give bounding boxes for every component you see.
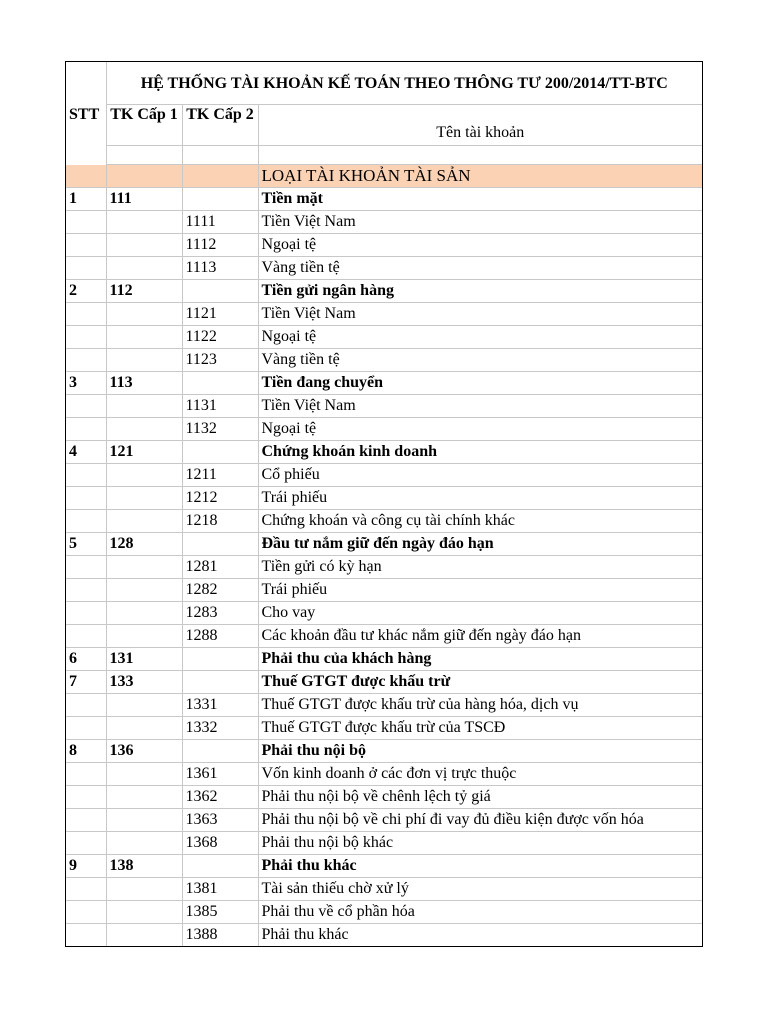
cell-name: Đầu tư nắm giữ đến ngày đáo hạn [258,532,702,555]
table-row [66,302,702,325]
cell-name: Tiền Việt Nam [258,302,702,325]
cell-tk2: 1368 [182,831,258,854]
cell-stt: 5 [66,532,106,555]
title-row [66,62,702,105]
table-row [66,693,702,716]
cell-tk2: 1218 [182,509,258,532]
table-row [66,371,702,394]
cell-tk1 [106,762,182,785]
cell-stt [66,302,106,325]
cell-tk1 [106,233,182,256]
cell-name: Thuế GTGT được khấu trừ của hàng hóa, dịch vụ [258,693,702,716]
table-row [66,486,702,509]
cell-stt: 3 [66,371,106,394]
cell-stt [66,716,106,739]
cell-stt [66,877,106,900]
cell-tk2: 1282 [182,578,258,601]
table-row [66,440,702,463]
cell-tk1 [106,900,182,923]
table-row [66,256,702,279]
tk-cap2-header: TK Cấp 2 [182,105,258,146]
cell-stt [66,463,106,486]
cell-tk1: 131 [106,647,182,670]
table-row [66,670,702,693]
cell-stt [66,808,106,831]
cell-tk2: 1122 [182,325,258,348]
cell-tk2 [182,670,258,693]
table-row [66,739,702,762]
table-row [66,831,702,854]
account-name-header: Tên tài khoản [258,105,702,146]
cell-tk1 [106,831,182,854]
cell-tk2: 1388 [182,923,258,946]
stt-header: STT [66,62,106,165]
table-row [66,647,702,670]
cell-tk2: 1288 [182,624,258,647]
cell-tk1 [106,555,182,578]
cell-name: Trái phiếu [258,486,702,509]
cell-name: Tiền Việt Nam [258,394,702,417]
cell-tk2 [182,532,258,555]
cell-stt [66,693,106,716]
cell-name: Vàng tiền tệ [258,348,702,371]
cell-tk2: 1381 [182,877,258,900]
cell-name: Phải thu về cổ phần hóa [258,900,702,923]
cell-name: Tiền đang chuyển [258,371,702,394]
cell-tk1: 112 [106,279,182,302]
table-row [66,900,702,923]
cell-tk2: 1132 [182,417,258,440]
cell-name: Vàng tiền tệ [258,256,702,279]
cell-name: Vốn kinh doanh ở các đơn vị trực thuộc [258,762,702,785]
cell-tk2 [182,440,258,463]
cell-stt: 2 [66,279,106,302]
cell-stt [66,509,106,532]
cell-tk2: 1211 [182,463,258,486]
cell-tk1 [106,601,182,624]
cell-tk1 [106,486,182,509]
cell-name: Tiền Việt Nam [258,210,702,233]
cell-name: Phải thu khác [261,925,349,943]
table-row [66,394,702,417]
section-row [66,165,702,188]
cell-tk1 [106,417,182,440]
cell-stt [66,900,106,923]
cell-stt [66,417,106,440]
cell-tk2: 1212 [182,486,258,509]
table-row [66,854,702,877]
cell-tk1: 121 [106,440,182,463]
cell-tk1 [106,785,182,808]
cell-name: Phải thu khác [258,854,702,877]
table-row [66,532,702,555]
cell-tk1: 138 [106,854,182,877]
cell-stt [66,256,106,279]
table-row [66,762,702,785]
cell-tk2: 1113 [182,256,258,279]
table-row [66,555,702,578]
table-row [66,716,702,739]
table-row [66,325,702,348]
cell-tk1 [106,325,182,348]
cell-name: Cho vay [258,601,702,624]
table-row [66,877,702,900]
cell-stt: 1 [66,187,106,210]
cell-name: Phải thu của khách hàng [258,647,702,670]
cell-stt [66,486,106,509]
cell-stt [66,923,106,946]
cell-name: Tiền gửi có kỳ hạn [258,555,702,578]
cell-tk2 [182,371,258,394]
table-row [66,233,702,256]
table-row [66,187,702,210]
cell-stt [66,762,106,785]
cell-name: Ngoại tệ [258,233,702,256]
cell-tk1: 128 [106,532,182,555]
cell-tk1 [106,877,182,900]
cell-tk1: 113 [106,371,182,394]
cell-tk2 [182,647,258,670]
cell-name: Ngoại tệ [258,325,702,348]
cell-tk1 [106,302,182,325]
cell-stt [66,831,106,854]
cell-tk2: 1121 [182,302,258,325]
cell-stt [66,394,106,417]
table-row [66,601,702,624]
spacer-row [66,146,702,165]
cell-tk2: 1363 [182,808,258,831]
cell-name: Phải thu nội bộ [258,739,702,762]
cell-stt: 8 [66,739,106,762]
cell-tk2: 1331 [182,693,258,716]
cell-tk2: 1283 [182,601,258,624]
cell-name: Ngoại tệ [258,417,702,440]
column-header-row [66,105,702,146]
cell-stt [66,578,106,601]
table-row [66,923,702,946]
account-table [66,62,702,946]
cell-name: Thuế GTGT được khấu trừ của TSCĐ [258,716,702,739]
cell-stt [66,325,106,348]
cell-stt [66,624,106,647]
cell-tk2 [182,739,258,762]
cell-name: Cổ phiếu [258,463,702,486]
cell-stt [66,785,106,808]
cell-tk2: 1123 [182,348,258,371]
account-chart-document [65,61,703,947]
cell-tk2 [182,854,258,877]
cell-name: Tài sản thiếu chờ xử lý [258,877,702,900]
cell-tk1 [106,578,182,601]
table-row [66,348,702,371]
cell-name: Các khoản đầu tư khác nắm giữ đến ngày đáo hạn [258,624,702,647]
table-row [66,463,702,486]
table-row [66,279,702,302]
cell-stt [66,555,106,578]
cell-tk2: 1361 [182,762,258,785]
cell-tk1 [106,463,182,486]
cell-name: Phải thu nội bộ về chi phí đi vay đủ điều kiện được vốn hóa [258,808,702,831]
cell-tk2: 1281 [182,555,258,578]
cell-tk1: 133 [106,670,182,693]
document-title: HỆ THỐNG TÀI KHOẢN KẾ TOÁN THEO THÔNG TƯ 200/2014/TT-BTC [106,62,702,105]
cell-tk1 [106,509,182,532]
section-label: LOẠI TÀI KHOẢN TÀI SẢN [258,165,702,188]
tk-cap1-header: TK Cấp 1 [106,105,182,146]
cell-name: Phải thu nội bộ khác [258,831,702,854]
cell-stt [66,348,106,371]
table-row [66,578,702,601]
cell-name: Tiền mặt [258,187,702,210]
cell-tk1 [106,348,182,371]
cell-name: Phải thu nội bộ về chênh lệch tỷ giá [258,785,702,808]
cell-tk2 [182,279,258,302]
cell-stt: 7 [66,670,106,693]
cell-tk1 [106,210,182,233]
cell-tk1 [106,716,182,739]
cell-tk1: 111 [106,187,182,210]
table-row [66,417,702,440]
table-row [66,624,702,647]
cell-stt: 9 [66,854,106,877]
cell-name: Tiền gửi ngân hàng [258,279,702,302]
cell-tk2: 1385 [182,900,258,923]
cell-tk1 [106,693,182,716]
cell-name: Thuế GTGT được khấu trừ [258,670,702,693]
cell-tk1 [106,923,182,946]
cell-stt [66,601,106,624]
cell-tk1: 136 [106,739,182,762]
cell-tk2: 1131 [182,394,258,417]
cell-tk1 [106,256,182,279]
table-row [66,808,702,831]
cell-stt [66,210,106,233]
table-row [66,210,702,233]
cell-tk1 [106,624,182,647]
table-row [66,785,702,808]
cell-stt: 6 [66,647,106,670]
cell-tk1 [106,394,182,417]
table-row [66,509,702,532]
cell-tk2: 1362 [182,785,258,808]
cell-tk2: 1332 [182,716,258,739]
cell-tk2 [182,187,258,210]
cell-name: Chứng khoán và công cụ tài chính khác [258,509,702,532]
cell-tk2: 1111 [182,210,258,233]
cell-stt: 4 [66,440,106,463]
cell-tk2: 1112 [182,233,258,256]
cell-name: Trái phiếu [258,578,702,601]
cell-tk1 [106,808,182,831]
cell-name: Chứng khoán kinh doanh [258,440,702,463]
cell-stt [66,233,106,256]
